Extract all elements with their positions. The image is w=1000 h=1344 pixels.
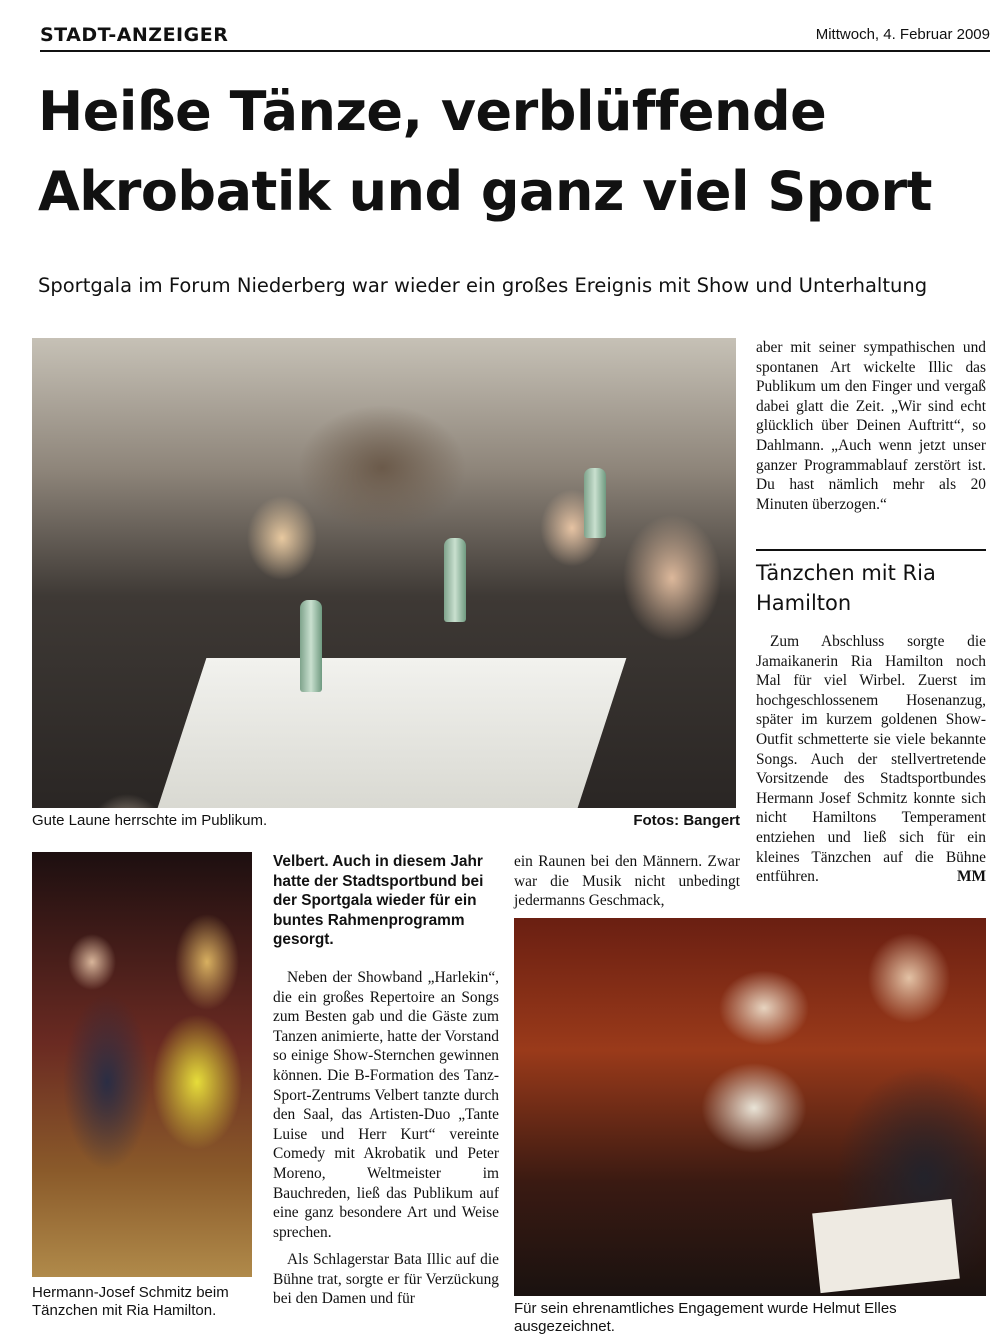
subheadline: Sportgala im Forum Niederberg war wieder ein großes Ereignis mit Show und Unterhaltung (38, 274, 928, 297)
headline-line-2: Akrobatik und ganz viel Sport (38, 160, 932, 223)
article-column-4-continued (756, 632, 986, 895)
author-signature: MM (956, 868, 986, 886)
dance-photo-caption: Hermann-Josef Schmitz beim Tänzchen mit Ria Hamilton. (32, 1284, 229, 1319)
main-photo-caption: Gute Laune herrschte im Publikum. (32, 812, 268, 829)
headline-line-1: Heiße Tänze, verblüffende (38, 80, 827, 143)
certificate (812, 1199, 960, 1293)
article-column-2 (273, 852, 499, 1317)
dance-photo (32, 852, 252, 1277)
article-paragraph-text: Zum Abschluss sorgte die Jamaikanerin Ria Hamilton noch Mal für viel Wirbel. Zuerst im hochgeschlossenem Hosenanzug, später im kurzem goldenen Show-Outfit schmetterte sie viele bekannte Songs. Auch der stellvertretende Vorsitzende des Stadtsportbundes Hermann Josef Schmitz konnte sich nicht Hamiltons Temperament entziehen und ließ sich für ein kleines Tänzchen auf die Bühne entführen. (756, 633, 986, 886)
article-column-3 (514, 852, 740, 919)
water-bottle (300, 600, 322, 692)
article-paragraph: ein Raunen bei den Männern. Zwar war die Musik nicht unbedingt jedermanns Geschmack, (514, 853, 740, 910)
headline (38, 72, 988, 232)
banquet-table (158, 658, 627, 808)
award-photo (514, 918, 986, 1296)
article-lead: Velbert. Auch in diesem Jahr hatte der Stadtsportbund bei der Sportgala wieder für ein buntes Rahmenprogramm gesorgt. (273, 853, 484, 949)
section-divider (756, 549, 986, 551)
newspaper-name: STADT-ANZEIGER (40, 24, 229, 46)
masthead (40, 24, 990, 52)
award-photo-caption: Für sein ehrenamtliches Engagement wurde Helmut Elles ausgezeichnet. (514, 1300, 897, 1335)
publication-date: Mittwoch, 4. Februar 2009 (815, 26, 990, 43)
water-bottle (584, 468, 606, 538)
audience-photo (32, 338, 736, 808)
article-column-4 (756, 338, 986, 522)
section-heading: Tänzchen mit Ria Hamilton (756, 561, 936, 615)
article-paragraph (756, 632, 986, 887)
photo-credit: Fotos: Bangert (633, 812, 740, 829)
water-bottle (444, 538, 466, 622)
article-paragraph: Neben der Showband „Harlekin“, die ein großes Repertoire an Songs zum Besten gab und die Gäste zum Tanzen animierte, hatte der Vorstand so einige Show-Sternchen gewinnen können. Die B-Formation des Tanz-Sport-Zentrums Velbert tanzte durch den Saal, das Artisten-Duo „Tante Luise und Herr Kurt“ vereinte Comedy mit Akrobatik und Peter Moreno, Weltmeister im Bauchreden, ließ das Publikum auf eine ganz besondere Art und Weise sprechen. (273, 968, 499, 1241)
article-paragraph: Als Schlagerstar Bata Illic auf die Bühne trat, sorgte er für Verzückung bei den Damen und für (273, 1251, 499, 1308)
article-paragraph: aber mit seiner sympathischen und spontanen Art wickelte Illic das Publikum um den Finger und vergaß dabei glatt die Zeit. „Wir sind echt glücklich über Deinen Auftritt“, so Dahlmann. „Auch wenn jetzt unser ganzer Programmablauf zerstört ist. Du hast nämlich mehr als 20 Minuten überzogen.“ (756, 339, 986, 513)
